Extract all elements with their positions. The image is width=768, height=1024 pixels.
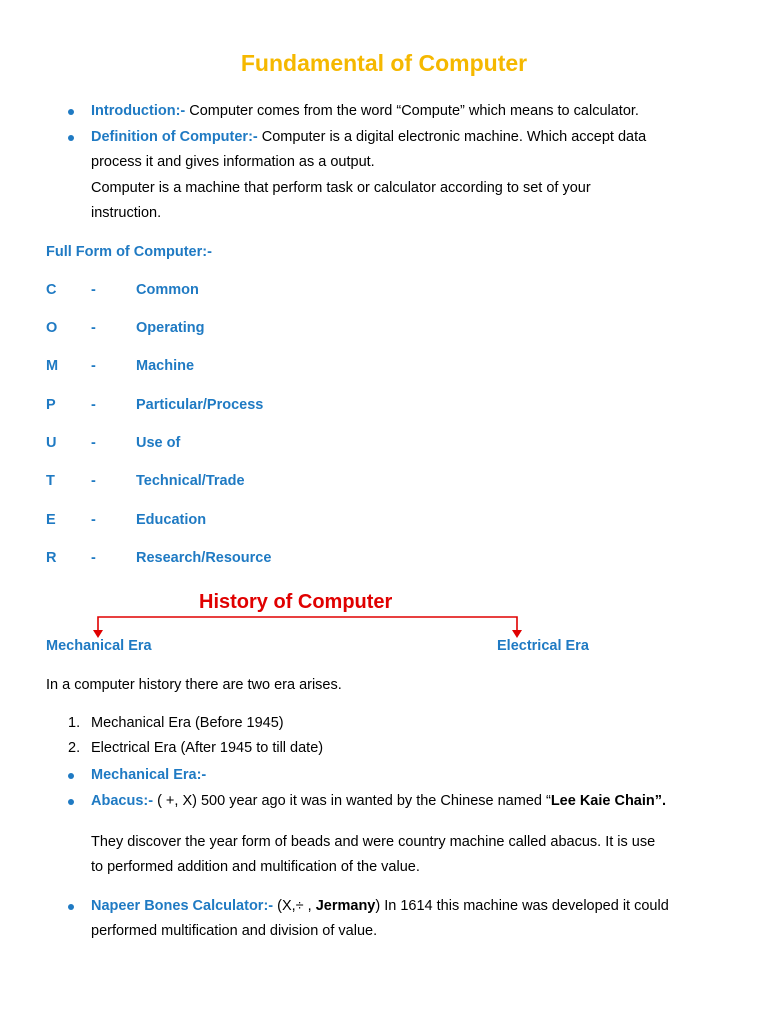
definition-label: Definition of Computer:- (91, 129, 258, 145)
page-title: Fundamental of Computer (240, 50, 528, 76)
full-form-word: Research/Resource (136, 550, 272, 566)
abacus-line (91, 789, 666, 814)
era-branch-diagram (90, 612, 530, 642)
full-form-letter: P (46, 397, 56, 413)
full-form-letter: R (46, 550, 57, 566)
bullet-icon (68, 135, 74, 141)
intro-label: Introduction:- (91, 103, 186, 119)
definition-line-1 (91, 125, 646, 150)
definition-line-2: process it and gives information as a output. (91, 154, 375, 170)
full-form-word: Technical/Trade (136, 473, 245, 489)
full-form-word: Use of (136, 435, 181, 451)
mechanical-era-heading: Mechanical Era:- (91, 767, 207, 783)
full-form-letter: C (46, 282, 57, 298)
definition-line-4: instruction. (91, 205, 162, 221)
definition-text: Computer is a digital electronic machine. Which accept data (257, 129, 647, 145)
napeer-line (91, 894, 669, 919)
abacus-text: ( +, X) 500 year ago it was in wanted by the Chinese named “ (153, 793, 551, 809)
electrical-era-label: Electrical Era (497, 638, 589, 654)
list-item-text: Electrical Era (After 1945 to till date) (91, 740, 324, 756)
definition-line-3: Computer is a machine that perform task or calculator according to set of your (91, 180, 591, 196)
abacus-paragraph-2: to performed addition and multification of the value. (91, 859, 420, 875)
abacus-label: Abacus:- (91, 793, 154, 809)
full-form-letter: T (46, 473, 55, 489)
full-form-letter: M (46, 358, 59, 374)
full-form-word: Particular/Process (136, 397, 264, 413)
list-item: 2. (68, 740, 81, 756)
napeer-text: ) In 1614 this machine was developed it could (375, 898, 669, 914)
full-form-dash: - (91, 512, 96, 528)
napeer-symbols: (X,÷ , (273, 898, 316, 914)
full-form-dash: - (91, 397, 96, 413)
napeer-country: Jermany (315, 898, 376, 914)
full-form-dash: - (91, 358, 96, 374)
bullet-icon (68, 109, 74, 115)
napeer-label: Napeer Bones Calculator:- (91, 898, 274, 914)
bullet-icon (68, 799, 74, 805)
list-item-text: Mechanical Era (Before 1945) (91, 715, 284, 731)
full-form-word: Education (136, 512, 207, 528)
abacus-name: Lee Kaie Chain”. (550, 793, 667, 809)
mechanical-era-label: Mechanical Era (46, 638, 152, 654)
full-form-letter: U (46, 435, 57, 451)
list-item: 1. (68, 715, 81, 731)
napeer-paragraph: performed multification and division of value. (91, 923, 378, 939)
history-intro: In a computer history there are two era arises. (46, 677, 342, 693)
bullet-icon (68, 773, 74, 779)
full-form-dash: - (91, 473, 96, 489)
branch-connector (98, 617, 517, 636)
full-form-dash: - (91, 320, 96, 336)
full-form-word: Machine (136, 358, 195, 374)
full-form-letter: O (46, 320, 58, 336)
full-form-letter: E (46, 512, 56, 528)
full-form-word: Operating (136, 320, 205, 336)
full-form-dash: - (91, 550, 96, 566)
intro-text: Computer comes from the word “Compute” which means to calculator. (185, 103, 639, 119)
bullet-icon (68, 904, 74, 910)
history-heading: History of Computer (199, 591, 393, 613)
intro-paragraph (91, 99, 639, 124)
full-form-dash: - (91, 435, 96, 451)
full-form-heading: Full Form of Computer:- (46, 244, 212, 260)
full-form-word: Common (136, 282, 199, 298)
abacus-paragraph-1: They discover the year form of beads and were country machine called abacus. It is use (91, 834, 656, 850)
full-form-dash: - (91, 282, 96, 298)
